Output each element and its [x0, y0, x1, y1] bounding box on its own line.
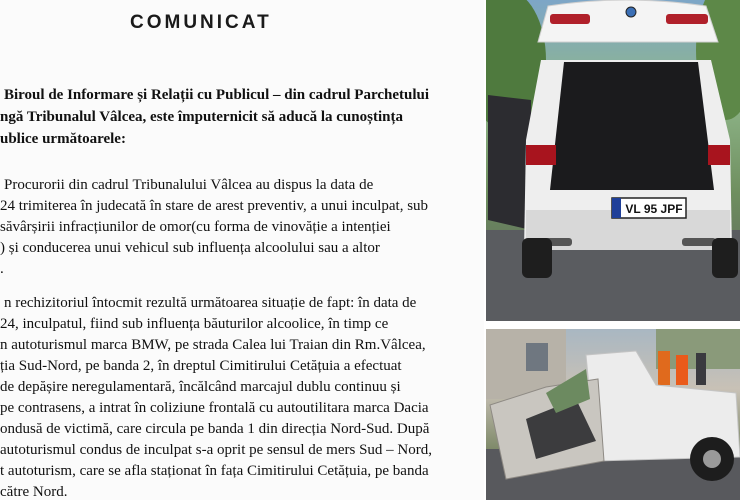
doc-line-9: n rechizitoriul întocmit rezultă următoarea situație de fapt: în data de [4, 295, 417, 311]
photo-column [484, 0, 740, 500]
doc-line-1: Biroul de Informare și Relații cu Publicul – din cadrul Parchetului [4, 87, 430, 103]
photo-bmw-rear [486, 0, 740, 321]
rescuer-2 [676, 355, 688, 385]
doc-line-6: săvârșirii infracțiunilor de omor(cu forma de vinovăție a intenției [0, 219, 391, 235]
doc-line-14: pe contrasens, a intrat în coliziune frontală cu autoutilitara marca Dacia [0, 400, 429, 416]
bystander [696, 353, 706, 385]
window [526, 343, 548, 371]
trunk-cavity [550, 62, 714, 190]
tailgate-light-right [666, 14, 708, 24]
doc-line-7: ) și conducerea unui vehicul sub influența alcoolului sau a altor [0, 240, 380, 256]
open-door [488, 95, 531, 230]
doc-line-4: Procurorii din cadrul Tribunalului Vâlcea au dispus la data de [4, 177, 374, 193]
rescuer-1 [658, 351, 670, 385]
crash-illustration [486, 329, 740, 500]
taillight-right [708, 145, 730, 165]
bmw-logo-icon [626, 7, 636, 17]
doc-line-13: de depășire neregulamentară, încălcând marcajul dublu continuu și [0, 379, 401, 395]
doc-line-8: . [0, 261, 4, 277]
wheel-hub [703, 450, 721, 468]
wheel-left [522, 238, 552, 278]
doc-line-5: 24 trimiterea în judecată în stare de arest preventiv, a unui inculpat, sub [0, 198, 429, 214]
plate-eu-band [612, 198, 621, 218]
wheel-right [712, 238, 738, 278]
doc-line-17: t autoturism, care se afla staționat în fața Cimitirului Cetățuia, pe banda [0, 463, 429, 479]
document-title: COMUNICAT [130, 12, 272, 33]
plate-number: VL 95 JPF [625, 202, 683, 216]
doc-line-15: ondusă de victimă, care circula pe banda 1 din direcția Nord-Sud. După [0, 421, 430, 437]
doc-line-18: către Nord. [0, 484, 68, 500]
photo-crashed-van [486, 329, 740, 500]
doc-line-12: ția Sud-Nord, pe banda 2, în dreptul Cimitirului Cetățuia a efectuat [0, 358, 402, 374]
tailgate-light-left [550, 14, 590, 24]
doc-line-10: 24, inculpatul, fiind sub influența băuturilor alcoolice, în timp ce [0, 316, 389, 332]
doc-line-16: autoturismul condus de inculpat s-a oprit pe sensul de mers Sud – Nord, [0, 442, 433, 458]
taillight-left [526, 145, 556, 165]
bmw-rear-illustration [486, 0, 740, 321]
doc-line-11: n autoturismul marca BMW, pe strada Calea lui Traian din Rm.Vâlcea, [0, 337, 426, 353]
doc-line-3: ublice următoarele: [0, 131, 126, 147]
doc-line-2: ngă Tribunalul Vâlcea, este împuternicit să aducă la cunoștința [0, 109, 403, 125]
exhaust-right [682, 238, 716, 246]
